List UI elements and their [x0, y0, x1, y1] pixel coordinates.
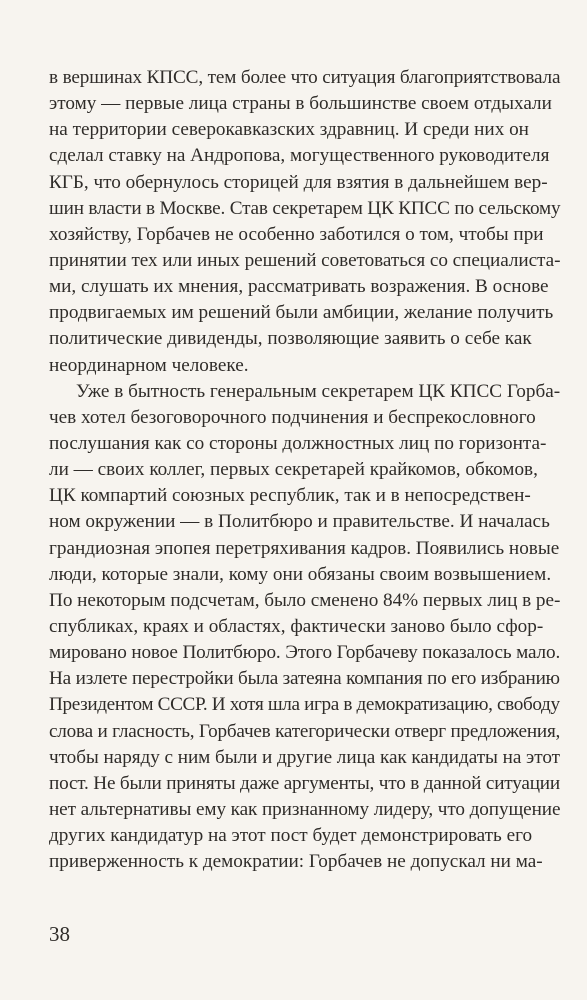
text-line: чтобы наряду с ним были и другие лица как кандидаты на этот	[49, 746, 560, 768]
page-number: 38	[49, 922, 70, 946]
text-line: люди, которые знали, кому они обязаны своим возвышением.	[49, 563, 552, 585]
text-line: нет альтернативы ему как признанному лидеру, что допущение	[49, 798, 561, 820]
text-line: других кандидатур на этот пост будет демонстрировать его	[49, 825, 533, 847]
text-line: На излете перестройки была затеяна компания по его избранию	[49, 668, 560, 690]
paragraph-first-line: Уже в бытность генеральным секретарем ЦК КПСС Горба-	[76, 380, 561, 402]
text-line: послушания как со стороны должностных лиц по горизонта-	[49, 432, 547, 454]
text-line: хозяйству, Горбачев не особенно заботился о том, чтобы при	[49, 223, 544, 245]
text-line: ЦК компартий союзных республик, так и в непосредствен-	[49, 485, 531, 507]
text-line: чев хотел безоговорочного подчинения и беспрекословного	[49, 406, 536, 428]
text-line: ми, слушать их мнения, рассматривать возражения. В основе	[49, 276, 549, 298]
text-line: в вершинах КПСС, тем более что ситуация благоприятствовала	[49, 67, 561, 88]
text-line: шин власти в Москве. Став секретарем ЦК КПСС по сельскому	[49, 197, 561, 219]
body-text	[49, 65, 560, 875]
text-line: Президентом СССР. И хотя шла игра в демократизацию, свободу	[49, 694, 560, 716]
text-line: спубликах, краях и областях, фактически заново было сфор-	[49, 615, 544, 637]
text-line: сделал ставку на Андропова, могущественного руководителя	[49, 145, 550, 167]
text-line: слова и гласность, Горбачев категорически отверг предложения,	[49, 720, 561, 742]
text-line: политические дивиденды, позволяющие заявить о себе как	[49, 328, 532, 350]
text-line: принятии тех или иных решений советоваться со специалиста-	[49, 249, 561, 271]
text-line: грандиозная эпопея перетряхивания кадров. Появились новые	[49, 537, 560, 559]
text-line: ли — своих коллег, первых секретарей крайкомов, обкомов,	[49, 459, 538, 481]
text-line: на территории северокавказских здравниц. И среди них он	[49, 119, 529, 141]
text-line: продвигаемых им решений были амбиции, желание получить	[49, 302, 554, 324]
text-line: По некоторым подсчетам, было сменено 84% первых лиц в ре-	[49, 589, 561, 611]
text-line: ном окружении — в Политбюро и правительстве. И началась	[49, 511, 550, 533]
text-line: мировано новое Политбюро. Этого Горбачеву показалось мало.	[49, 642, 561, 664]
text-line: приверженность к демократии: Горбачев не допускал ни ма-	[49, 851, 543, 873]
text-line: неординарном человеке.	[49, 354, 249, 376]
text-line: КГБ, что обернулось сторицей для взятия в дальнейшем вер-	[49, 171, 548, 193]
text-line: этому — первые лица страны в большинстве своем отдыхали	[49, 93, 552, 115]
text-line: пост. Не были приняты даже аргументы, что в данной ситуации	[49, 772, 560, 794]
